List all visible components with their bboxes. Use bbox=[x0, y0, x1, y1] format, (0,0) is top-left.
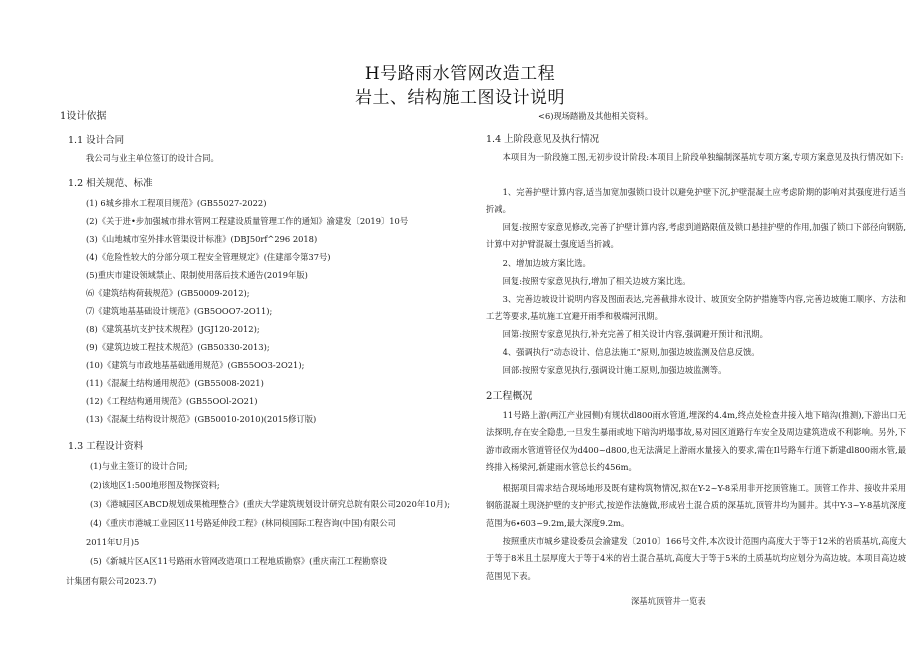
section-2-heading: 2工程概况 bbox=[486, 391, 533, 402]
spec-item: (12)《工程结构通用规范》(GB55OOl-2O21) bbox=[86, 396, 258, 406]
design-material-item: (5)《新城片区A区11号路雨水管网改造项口工程地质勘察》(重庆南江工程勘察设 bbox=[90, 556, 388, 566]
design-material-item-6: <6)现场踏勘及其他相关资料。 bbox=[538, 111, 654, 121]
paragraph: 4、强调执行“动态设计、信息法施工”原则,加强边坡监测及信息反馈。 bbox=[502, 347, 760, 357]
spec-item: (13)《混凝土结构设计规范》(GB50010-2010)(2015修订版) bbox=[86, 414, 317, 424]
design-material-item: 计集团有限公司2023.7) bbox=[66, 576, 157, 586]
paragraph: 本项目为一阶段施工图,无初步设计阶段:本项目上阶段单独编制深基坑专项方案,专项方案意见及执行情况如下: bbox=[502, 152, 904, 162]
paragraph: 回复:按照专家意见执行,增加了相关边坡方案比选。 bbox=[502, 276, 691, 286]
paragraph: 根据项目需求结合现场地形及既有建构筑物情况,拟在Y-2~Y-8采用非开挖顶管施工。顶管工作井、接收井采用钢筋混凝土现浇护壁的支护形式,按逆作法施做,形成岩土混合质的深基坑,顶管井均为圆井。其中Y-3~Y-8基坑深度范围为6∙603~9.2m,最大深度9.2m。 bbox=[486, 483, 906, 528]
paragraph: 11号路上游(两江产业园侧)有规状dl800雨水管道,埋深约4.4m,终点处检查井接入地下暗沟(推测),下游出口无法探明,存在安全隐患,一旦发生暴雨或地下暗沟坍塌事故,易对园区道路行车安全及周边建筑造成不利影响。另外,下游市政雨水管道管径仅为d400~d800,也无法满足上游雨水量接入的要求,需在Il号路车行道下新建dl800雨水管,最终排入杨梁河,新建雨水管总长约456m。 bbox=[486, 410, 906, 472]
paragraph: 回第:按照专家意见执行,补充完善了相关设计内容,强调避开预计和汛期。 bbox=[502, 329, 768, 339]
section-1-1-text: 我公司与业主单位签订的设计合同。 bbox=[86, 153, 219, 163]
table-caption: 深基坑顶管井一览表 bbox=[631, 596, 706, 606]
design-material-item: (1)与业主签订的设计合同; bbox=[90, 461, 188, 471]
section-1-2-heading: 1.2 相关规范、标准 bbox=[68, 178, 153, 189]
spec-item: (5)重庆市建设领域禁止、限制使用落后技术通告(2019年版) bbox=[86, 270, 308, 280]
paragraph: 回复:按照专家意见修改,完善了护壁计算内容,考虑到道路限值及锁口悬挂护壁的作用,加强了锁口下部径向钢筋,计算中对护臂混凝土强度适当折减。 bbox=[486, 222, 906, 250]
section-1-4-heading: 1.4 上阶段意见及执行情况 bbox=[486, 134, 600, 145]
spec-item: ⑺《建筑地基基础设计规范》(GB5OOO7-2O11); bbox=[86, 306, 273, 316]
spec-item: (4)《危险性较大的分部分项工程安全管理规定》(住建部令第37号) bbox=[86, 252, 331, 262]
design-material-item: (4)《重庆市港城工业园区11号路延伸段工程》(林同棪国际工程咨询(中国)有限公司 bbox=[90, 518, 396, 528]
spec-item: (1) 6城乡排水工程项目规范》(GB55027-2022) bbox=[86, 198, 267, 208]
spec-item: (9)《建筑边坡工程技术规范》(GB50330-2013); bbox=[86, 342, 270, 352]
spec-item: (2)《关于进•步加强城市排水管网工程建设质量管理工作的通知》渝建发〔2019〕10号 bbox=[86, 216, 409, 226]
spec-item: (11)《混凝土结构通用规范》(GB55008-2021) bbox=[86, 378, 264, 388]
paragraph: 1、完善护壁计算内容,适当加宽加强锁口设计以避免护壁下沉,护壁混凝土应考虑阶期的影响对其强度进行适当折减。 bbox=[486, 187, 906, 215]
document-title: H号路雨水管网改造工程 bbox=[364, 64, 556, 84]
paragraph: 2、增加边坡方案比选。 bbox=[502, 258, 591, 268]
spec-item: (3)《山地城市室外排水管渠设计标准》(DBJ50rf^296 2018) bbox=[86, 234, 318, 244]
paragraph: 3、完善边坡设计说明内容及图面表达,完善截排水设计、坡顶安全防护措施等内容,完善边坡施工顺序、方法和工艺等要求,基坑施工宜避开雨季和极端河汛期。 bbox=[486, 294, 906, 322]
section-1-1-heading: 1.1 设计合同 bbox=[68, 135, 125, 146]
document-subtitle: 岩土、结构施工图设计说明 bbox=[355, 88, 565, 108]
design-material-item: (3)《港城园区ABCD规划成果梳理整合》(重庆大学建筑规划设计研究总院有限公司2020年10月); bbox=[90, 499, 451, 509]
design-material-item: (2)该地区1:500地形图及物探资料; bbox=[90, 480, 220, 490]
section-1-heading: 1设计依据 bbox=[60, 111, 107, 122]
section-1-3-heading: 1.3 工程设计资料 bbox=[68, 441, 144, 452]
paragraph: 按照重庆市城乡建设委员会渝建发〔2010〕166号文件,本次设计范围内高度大于等于12米的岩质基坑,高度大于等于8米且土层厚度大于等于4米的岩土混合基坑,高度大于等于5米的土质基坑均应划分为高边坡。本项目高边坡范围见下表。 bbox=[486, 536, 906, 581]
spec-item: ⑹《建筑结构荷载规范》(GB50009-2012); bbox=[86, 288, 250, 298]
spec-item: (8)《建筑基坑支护技术规程》(JGJ120-2012); bbox=[86, 324, 260, 334]
design-material-item: 2011年U月)5 bbox=[86, 537, 140, 547]
spec-item: (10)《建筑与市政地基基础通用规范》(GB55OO3-2O21); bbox=[86, 360, 305, 370]
paragraph: 回部:按照专家意见执行,强调设计施工原则,加强边坡监测等。 bbox=[502, 365, 727, 375]
